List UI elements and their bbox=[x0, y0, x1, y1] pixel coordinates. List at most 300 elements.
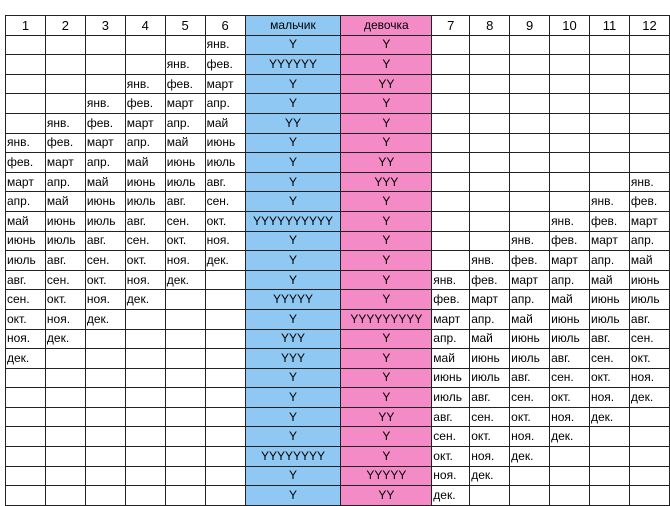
month-cell bbox=[165, 486, 205, 506]
month-cell: июль bbox=[470, 368, 510, 388]
month-cell bbox=[125, 427, 165, 447]
month-cell bbox=[629, 74, 669, 94]
boy-cell: Y bbox=[245, 466, 341, 486]
month-cell: авг. bbox=[205, 172, 245, 192]
table-row bbox=[6, 486, 670, 506]
month-cell: фев. bbox=[550, 231, 590, 251]
month-cell bbox=[470, 192, 510, 212]
month-cell: июнь bbox=[629, 270, 669, 290]
month-cell: окт. bbox=[85, 270, 125, 290]
girl-cell: YY bbox=[341, 407, 432, 427]
month-cell: дек. bbox=[165, 270, 205, 290]
month-cell bbox=[510, 113, 550, 133]
month-cell bbox=[85, 427, 125, 447]
month-cell: март bbox=[470, 290, 510, 310]
month-cell bbox=[125, 407, 165, 427]
month-cell bbox=[550, 192, 590, 212]
month-cell: янв. bbox=[45, 113, 85, 133]
header-month-10: 10 bbox=[550, 16, 590, 36]
month-cell: дек. bbox=[629, 388, 669, 408]
month-cell bbox=[165, 329, 205, 349]
month-cell: апр. bbox=[629, 231, 669, 251]
month-cell bbox=[85, 74, 125, 94]
boy-cell: Y bbox=[245, 309, 341, 329]
month-cell: окт. bbox=[510, 407, 550, 427]
boy-cell: Y bbox=[245, 153, 341, 173]
month-cell: май bbox=[205, 113, 245, 133]
month-cell: июнь bbox=[6, 231, 46, 251]
month-cell: июль bbox=[205, 153, 245, 173]
month-cell bbox=[125, 466, 165, 486]
month-cell bbox=[205, 309, 245, 329]
month-cell bbox=[510, 486, 550, 506]
month-cell: июнь bbox=[165, 153, 205, 173]
girl-cell: Y bbox=[341, 447, 432, 467]
month-cell bbox=[45, 427, 85, 447]
month-cell: окт. bbox=[629, 349, 669, 369]
month-cell bbox=[45, 388, 85, 408]
boy-cell: Y bbox=[245, 35, 341, 55]
table-row bbox=[6, 388, 670, 408]
month-cell bbox=[589, 486, 629, 506]
month-cell bbox=[165, 466, 205, 486]
month-cell bbox=[589, 55, 629, 75]
month-cell bbox=[629, 94, 669, 114]
month-cell bbox=[165, 447, 205, 467]
month-cell bbox=[85, 466, 125, 486]
month-cell bbox=[205, 407, 245, 427]
month-cell: фев. bbox=[45, 133, 85, 153]
month-cell: май bbox=[432, 349, 470, 369]
month-cell: май bbox=[165, 133, 205, 153]
boy-cell: YY bbox=[245, 113, 341, 133]
month-cell bbox=[550, 466, 590, 486]
table-row bbox=[6, 290, 670, 310]
month-cell: март bbox=[45, 153, 85, 173]
month-cell: май bbox=[85, 172, 125, 192]
month-cell bbox=[165, 388, 205, 408]
month-cell bbox=[6, 55, 46, 75]
table-row bbox=[6, 368, 670, 388]
gender-calendar-table bbox=[5, 15, 670, 506]
month-cell: июнь bbox=[470, 349, 510, 369]
month-cell bbox=[510, 192, 550, 212]
month-cell: фев. bbox=[432, 290, 470, 310]
boy-cell: Y bbox=[245, 427, 341, 447]
month-cell: ноя. bbox=[629, 368, 669, 388]
month-cell bbox=[629, 486, 669, 506]
month-cell bbox=[432, 94, 470, 114]
month-cell bbox=[205, 290, 245, 310]
month-cell: март bbox=[205, 74, 245, 94]
month-cell bbox=[432, 55, 470, 75]
month-cell: июнь bbox=[432, 368, 470, 388]
month-cell: ноя. bbox=[85, 290, 125, 310]
month-cell bbox=[6, 94, 46, 114]
month-cell: окт. bbox=[589, 368, 629, 388]
month-cell: фев. bbox=[629, 192, 669, 212]
month-cell: янв. bbox=[125, 74, 165, 94]
month-cell bbox=[629, 133, 669, 153]
month-cell: июль bbox=[6, 251, 46, 271]
header-row bbox=[6, 16, 670, 36]
table-row bbox=[6, 133, 670, 153]
month-cell bbox=[85, 349, 125, 369]
header-girl: девочка bbox=[341, 16, 432, 36]
month-cell bbox=[125, 309, 165, 329]
month-cell bbox=[470, 133, 510, 153]
month-cell: июнь bbox=[205, 133, 245, 153]
month-cell: авг. bbox=[6, 270, 46, 290]
month-cell bbox=[125, 486, 165, 506]
month-cell: июль bbox=[165, 172, 205, 192]
month-cell bbox=[205, 329, 245, 349]
month-cell: сен. bbox=[85, 251, 125, 271]
month-cell: июнь bbox=[45, 211, 85, 231]
table-row bbox=[6, 74, 670, 94]
month-cell bbox=[205, 270, 245, 290]
chart-table-wrapper bbox=[5, 15, 670, 506]
month-cell: июнь bbox=[550, 309, 590, 329]
header-boy: мальчик bbox=[245, 16, 341, 36]
month-cell: апр. bbox=[550, 270, 590, 290]
month-cell bbox=[550, 133, 590, 153]
month-cell bbox=[165, 368, 205, 388]
girl-cell: Y bbox=[341, 192, 432, 212]
month-cell: март bbox=[85, 133, 125, 153]
month-cell: ноя. bbox=[125, 270, 165, 290]
month-cell bbox=[589, 74, 629, 94]
month-cell bbox=[589, 427, 629, 447]
girl-cell: Y bbox=[341, 427, 432, 447]
boy-cell: YYY bbox=[245, 349, 341, 369]
month-cell: ноя. bbox=[589, 388, 629, 408]
month-cell bbox=[125, 35, 165, 55]
month-cell: дек. bbox=[205, 251, 245, 271]
month-cell: окт. bbox=[205, 211, 245, 231]
month-cell: авг. bbox=[550, 349, 590, 369]
table-row bbox=[6, 172, 670, 192]
boy-cell: Y bbox=[245, 270, 341, 290]
month-cell bbox=[45, 94, 85, 114]
table-row bbox=[6, 447, 670, 467]
table-row bbox=[6, 407, 670, 427]
month-cell bbox=[589, 113, 629, 133]
month-cell bbox=[205, 466, 245, 486]
month-cell: фев. bbox=[470, 270, 510, 290]
month-cell: янв. bbox=[629, 172, 669, 192]
table-row bbox=[6, 349, 670, 369]
boy-cell: Y bbox=[245, 251, 341, 271]
header-month-6: 6 bbox=[205, 16, 245, 36]
month-cell: дек. bbox=[470, 466, 510, 486]
month-cell: окт. bbox=[6, 309, 46, 329]
month-cell: фев. bbox=[165, 74, 205, 94]
boy-cell: Y bbox=[245, 388, 341, 408]
month-cell: апр. bbox=[125, 133, 165, 153]
table-row bbox=[6, 113, 670, 133]
month-cell bbox=[45, 407, 85, 427]
month-cell: апр. bbox=[45, 172, 85, 192]
month-cell bbox=[85, 35, 125, 55]
month-cell: апр. bbox=[432, 329, 470, 349]
month-cell bbox=[85, 368, 125, 388]
month-cell bbox=[432, 211, 470, 231]
month-cell bbox=[470, 35, 510, 55]
month-cell: июль bbox=[45, 231, 85, 251]
month-cell bbox=[629, 113, 669, 133]
month-cell: дек. bbox=[589, 407, 629, 427]
month-cell bbox=[85, 329, 125, 349]
girl-cell: Y bbox=[341, 211, 432, 231]
month-cell: март bbox=[510, 270, 550, 290]
month-cell bbox=[589, 153, 629, 173]
month-cell bbox=[45, 74, 85, 94]
month-cell bbox=[550, 35, 590, 55]
header-month-8: 8 bbox=[470, 16, 510, 36]
month-cell: янв. bbox=[510, 231, 550, 251]
month-cell bbox=[6, 427, 46, 447]
table-row bbox=[6, 231, 670, 251]
month-cell: май bbox=[45, 192, 85, 212]
month-cell bbox=[85, 486, 125, 506]
month-cell: окт. bbox=[470, 427, 510, 447]
month-cell: март bbox=[165, 94, 205, 114]
girl-cell: Y bbox=[341, 368, 432, 388]
header-month-1: 1 bbox=[6, 16, 46, 36]
month-cell: март bbox=[6, 172, 46, 192]
month-cell bbox=[470, 211, 510, 231]
month-cell: ноя. bbox=[205, 231, 245, 251]
month-cell bbox=[510, 74, 550, 94]
month-cell bbox=[432, 192, 470, 212]
month-cell bbox=[45, 349, 85, 369]
month-cell: март bbox=[629, 211, 669, 231]
month-cell bbox=[125, 447, 165, 467]
month-cell: дек. bbox=[550, 427, 590, 447]
girl-cell: Y bbox=[341, 290, 432, 310]
month-cell bbox=[85, 447, 125, 467]
header-month-5: 5 bbox=[165, 16, 205, 36]
month-cell: июнь bbox=[589, 290, 629, 310]
month-cell bbox=[45, 55, 85, 75]
boy-cell: Y bbox=[245, 133, 341, 153]
table-row bbox=[6, 427, 670, 447]
month-cell: май bbox=[510, 309, 550, 329]
girl-cell: YY bbox=[341, 74, 432, 94]
month-cell bbox=[6, 35, 46, 55]
month-cell: март bbox=[432, 309, 470, 329]
month-cell: май bbox=[550, 290, 590, 310]
month-cell bbox=[165, 407, 205, 427]
month-cell: фев. bbox=[510, 251, 550, 271]
month-cell: ноя. bbox=[6, 329, 46, 349]
month-cell bbox=[510, 211, 550, 231]
girl-cell: Y bbox=[341, 251, 432, 271]
month-cell bbox=[550, 113, 590, 133]
month-cell bbox=[510, 172, 550, 192]
month-cell: июль bbox=[432, 388, 470, 408]
month-cell bbox=[125, 55, 165, 75]
month-cell: апр. bbox=[85, 153, 125, 173]
month-cell bbox=[85, 55, 125, 75]
month-cell bbox=[432, 133, 470, 153]
month-cell bbox=[470, 55, 510, 75]
table-row bbox=[6, 55, 670, 75]
boy-cell: Y bbox=[245, 486, 341, 506]
month-cell bbox=[205, 486, 245, 506]
month-cell bbox=[432, 35, 470, 55]
table-row bbox=[6, 309, 670, 329]
boy-cell: Y bbox=[245, 231, 341, 251]
table-row bbox=[6, 192, 670, 212]
month-cell: апр. bbox=[470, 309, 510, 329]
month-cell bbox=[550, 447, 590, 467]
month-cell bbox=[45, 486, 85, 506]
month-cell bbox=[510, 35, 550, 55]
month-cell: сен. bbox=[470, 407, 510, 427]
month-cell bbox=[589, 35, 629, 55]
month-cell bbox=[6, 407, 46, 427]
month-cell: авг. bbox=[432, 407, 470, 427]
boy-cell: Y bbox=[245, 368, 341, 388]
month-cell: дек. bbox=[85, 309, 125, 329]
header-month-3: 3 bbox=[85, 16, 125, 36]
month-cell: фев. bbox=[125, 94, 165, 114]
month-cell bbox=[6, 447, 46, 467]
month-cell: авг. bbox=[589, 329, 629, 349]
month-cell: сен. bbox=[510, 388, 550, 408]
month-cell: авг. bbox=[470, 388, 510, 408]
month-cell: авг. bbox=[125, 211, 165, 231]
month-cell bbox=[165, 427, 205, 447]
header-month-4: 4 bbox=[125, 16, 165, 36]
month-cell: май bbox=[125, 153, 165, 173]
month-cell: дек. bbox=[45, 329, 85, 349]
month-cell: сен. bbox=[550, 368, 590, 388]
month-cell: фев. bbox=[205, 55, 245, 75]
month-cell: авг. bbox=[165, 192, 205, 212]
month-cell bbox=[470, 172, 510, 192]
month-cell bbox=[470, 94, 510, 114]
month-cell: авг. bbox=[629, 309, 669, 329]
month-cell bbox=[470, 74, 510, 94]
month-cell: сен. bbox=[6, 290, 46, 310]
boy-cell: Y bbox=[245, 192, 341, 212]
month-cell bbox=[510, 153, 550, 173]
month-cell bbox=[45, 35, 85, 55]
month-cell: янв. bbox=[432, 270, 470, 290]
month-cell bbox=[125, 388, 165, 408]
month-cell: янв. bbox=[6, 133, 46, 153]
month-cell bbox=[165, 35, 205, 55]
month-cell bbox=[510, 55, 550, 75]
month-cell bbox=[6, 466, 46, 486]
month-cell bbox=[6, 486, 46, 506]
girl-cell: Y bbox=[341, 231, 432, 251]
month-cell: окт. bbox=[432, 447, 470, 467]
month-cell: дек. bbox=[432, 486, 470, 506]
month-cell bbox=[470, 486, 510, 506]
month-cell: май bbox=[589, 270, 629, 290]
month-cell bbox=[432, 153, 470, 173]
month-cell bbox=[205, 388, 245, 408]
month-cell: май bbox=[629, 251, 669, 271]
girl-cell: Y bbox=[341, 133, 432, 153]
month-cell: июнь bbox=[85, 192, 125, 212]
month-cell bbox=[550, 153, 590, 173]
month-cell bbox=[205, 447, 245, 467]
girl-cell: Y bbox=[341, 329, 432, 349]
month-cell: авг. bbox=[510, 368, 550, 388]
month-cell bbox=[125, 368, 165, 388]
table-row bbox=[6, 94, 670, 114]
month-cell bbox=[629, 427, 669, 447]
month-cell: фев. bbox=[6, 153, 46, 173]
month-cell bbox=[432, 172, 470, 192]
month-cell: янв. bbox=[165, 55, 205, 75]
month-cell: ноя. bbox=[470, 447, 510, 467]
month-cell bbox=[470, 113, 510, 133]
table-row bbox=[6, 35, 670, 55]
girl-cell: YYYYYYYYY bbox=[341, 309, 432, 329]
month-cell bbox=[510, 133, 550, 153]
month-cell: сен. bbox=[165, 211, 205, 231]
month-cell: апр. bbox=[6, 192, 46, 212]
month-cell bbox=[205, 368, 245, 388]
month-cell bbox=[432, 113, 470, 133]
month-cell: июль bbox=[550, 329, 590, 349]
month-cell bbox=[205, 427, 245, 447]
month-cell bbox=[165, 349, 205, 369]
boy-cell: YYYYYYYY bbox=[245, 447, 341, 467]
month-cell: сен. bbox=[432, 427, 470, 447]
month-cell: апр. bbox=[510, 290, 550, 310]
month-cell bbox=[629, 447, 669, 467]
girl-cell: YYYYY bbox=[341, 466, 432, 486]
month-cell bbox=[432, 74, 470, 94]
month-cell bbox=[550, 94, 590, 114]
boy-cell: Y bbox=[245, 172, 341, 192]
month-cell: апр. bbox=[165, 113, 205, 133]
month-cell bbox=[125, 349, 165, 369]
month-cell bbox=[45, 466, 85, 486]
table-row bbox=[6, 329, 670, 349]
month-cell bbox=[432, 231, 470, 251]
month-cell: янв. bbox=[589, 192, 629, 212]
month-cell: июнь bbox=[510, 329, 550, 349]
month-cell: янв. bbox=[470, 251, 510, 271]
boy-cell: YYYYYYYYYY bbox=[245, 211, 341, 231]
month-cell bbox=[165, 290, 205, 310]
table-row bbox=[6, 153, 670, 173]
month-cell bbox=[510, 94, 550, 114]
month-cell bbox=[550, 486, 590, 506]
month-cell: июль bbox=[125, 192, 165, 212]
month-cell: июль bbox=[629, 290, 669, 310]
month-cell: май bbox=[6, 211, 46, 231]
month-cell: фев. bbox=[85, 113, 125, 133]
boy-cell: YYY bbox=[245, 329, 341, 349]
girl-cell: YYY bbox=[341, 172, 432, 192]
month-cell: дек. bbox=[510, 447, 550, 467]
month-cell: июль bbox=[510, 349, 550, 369]
month-cell bbox=[432, 251, 470, 271]
month-cell bbox=[6, 388, 46, 408]
month-cell: март bbox=[125, 113, 165, 133]
girl-cell: YY bbox=[341, 486, 432, 506]
month-cell bbox=[6, 113, 46, 133]
